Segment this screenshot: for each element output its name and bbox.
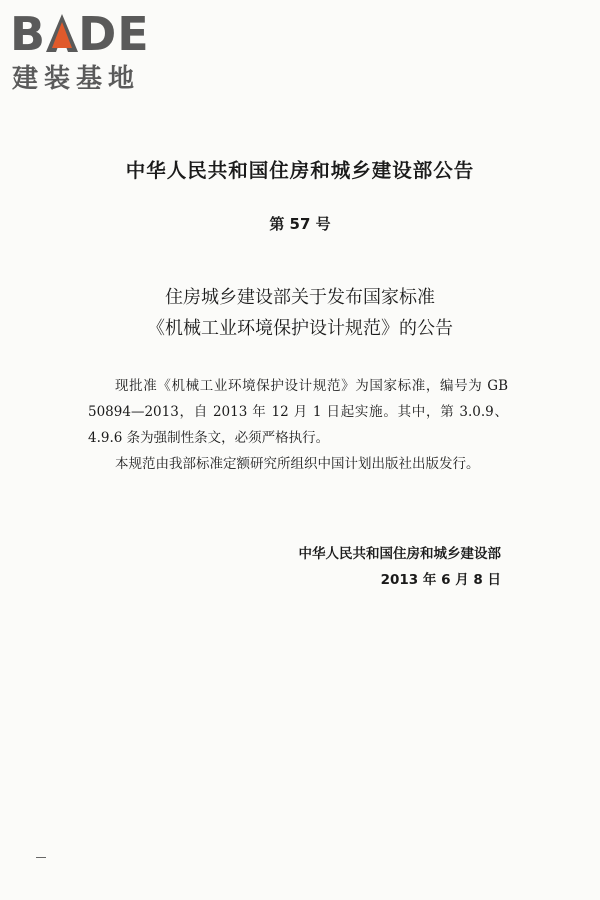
logo-wordmark: B DE xyxy=(10,7,150,61)
page-title: 中华人民共和国住房和城乡建设部公告 xyxy=(125,159,475,182)
subject-line-2: 《机械工业环境保护设计规范》的公告 xyxy=(147,318,453,339)
body-paragraph-2: 本规范由我部标准定额研究所组织中国计划出版社出版发行。 xyxy=(115,456,480,472)
scan-artifact xyxy=(36,857,46,858)
signoff-block xyxy=(299,541,502,593)
logo-a-triangle-icon xyxy=(46,6,78,62)
logo-subtitle: 建装基地 xyxy=(12,64,141,94)
body-paragraph-1: 现批准《机械工业环境保护设计规范》为国家标准，编号为 GB 50894—2013，自 2013 年 12 月 1 日起实施。其中，第 3.0.9、4.9.6 条为强制性条文，必须严格执行。 xyxy=(88,378,508,446)
brand-logo xyxy=(10,6,180,96)
subject-line-1: 住房城乡建设部关于发布国家标准 xyxy=(165,287,435,308)
announcement-subject xyxy=(0,282,600,344)
signoff-date: 2013 年 6 月 8 日 xyxy=(380,572,501,588)
announcement-number: 第 57 号 xyxy=(269,215,331,233)
announcement-body xyxy=(88,373,508,477)
signoff-organization: 中华人民共和国住房和城乡建设部 xyxy=(298,546,501,562)
